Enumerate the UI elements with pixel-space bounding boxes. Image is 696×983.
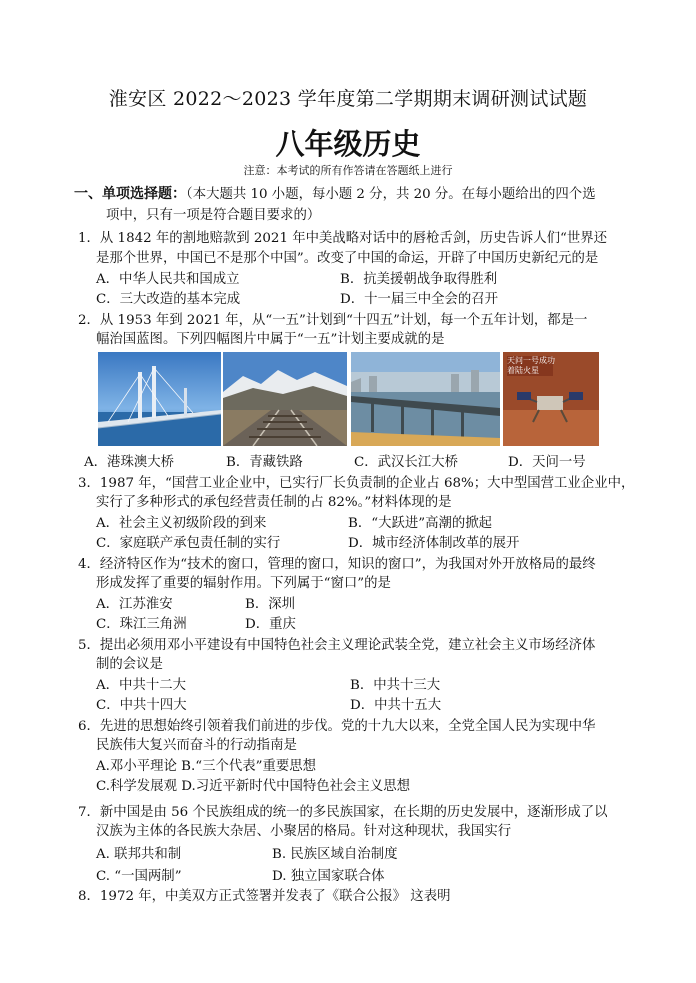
question-5-line-1: 5．提出必须用邓小平建设有中国特色社会主义理论武装全党，建立社会主义市场经济体 [78, 638, 596, 653]
question-4-line-2: 形成发挥了重要的辐射作用。下列属于“窗口”的是 [96, 576, 391, 591]
exam-notice: 注意：本考试的所有作答请在答题纸上进行 [243, 164, 453, 177]
question-4-option-d: D．重庆 [245, 617, 296, 632]
question-3-line-2: 实行了多种形式的承包经营责任制的占 82%。”材料体现的是 [96, 495, 452, 510]
image-qinghai-tibet-railway [223, 352, 347, 446]
subject-title: 八年级历史 [275, 127, 421, 161]
question-1-line-1: 1．从 1842 年的割地赔款到 2021 年中美战略对话中的唇枪舌剑，历史告诉人们“世界还 [78, 231, 608, 246]
question-1-option-a: A．中华人民共和国成立 [96, 272, 240, 287]
question-7-option-a: A. 联邦共和制 [96, 847, 182, 862]
question-7-line-1: 7．新中国是由 56 个民族组成的统一的多民族国家，在长期的历史发展中，逐渐形成了以 [78, 805, 608, 820]
question-6-option-ab: A.邓小平理论 B.“三个代表”重要思想 [96, 759, 317, 774]
image-tianwen-1 [503, 352, 599, 446]
question-4-option-b: B．深圳 [245, 597, 296, 612]
question-7-option-c: C. “一国两制” [96, 869, 182, 884]
question-4-option-a: A．江苏淮安 [96, 597, 173, 612]
question-7-option-b: B. 民族区域自治制度 [272, 847, 398, 862]
question-1-option-b: B．抗美援朝战争取得胜利 [340, 272, 498, 287]
question-3-option-d: D．城市经济体制改革的展开 [348, 536, 520, 551]
question-2-line-1: 2．从 1953 年到 2021 年，从“一五”计划到“十四五”计划，每一个五年计划，都是一 [78, 313, 588, 328]
question-1-option-c: C．三大改造的基本完成 [96, 292, 241, 307]
question-2-option-c: C．武汉长江大桥 [354, 455, 458, 470]
question-5-option-b: B．中共十三大 [350, 678, 441, 693]
question-5-option-d: D．中共十五大 [350, 698, 442, 713]
section-label: 一、单项选择题： [74, 186, 186, 202]
exam-title: 淮安区 2022～2023 学年度第二学期期末调研测试试题 [108, 88, 588, 110]
image-caption: 天问一号成功着陆火星 [507, 356, 555, 375]
image-wuhan-yangtze-river-bridge [351, 352, 500, 446]
question-5-option-a: A．中共十二大 [96, 678, 187, 693]
question-6-line-1: 6．先进的思想始终引领着我们前进的步伐。党的十九大以来，全党全国人民为实现中华 [78, 719, 596, 734]
question-7-option-d: D. 独立国家联合体 [272, 869, 385, 884]
question-3-option-a: A．社会主义初级阶段的到来 [96, 516, 267, 531]
question-2-option-d: D．天问一号 [508, 455, 586, 470]
question-2-line-2: 幅治国蓝图。下列四幅图片中属于“一五”计划主要成就的是 [96, 332, 445, 347]
section-desc-1: （本大题共 10 小题，每小题 2 分，共 20 分。在每小题给出的四个选 [186, 187, 596, 202]
question-2-option-a: A．港珠澳大桥 [84, 455, 175, 470]
question-1-option-d: D．十一届三中全会的召开 [340, 292, 499, 307]
question-4-option-c: C．珠江三角洲 [96, 617, 187, 632]
question-6-option-cd: C.科学发展观 D.习近平新时代中国特色社会主义思想 [96, 779, 410, 794]
section-heading [74, 185, 596, 204]
question-2-option-b: B．青藏铁路 [226, 455, 303, 470]
question-5-option-c: C．中共十四大 [96, 698, 187, 713]
question-4-line-1: 4．经济特区作为“技术的窗口，管理的窗口，知识的窗口”，为我国对外开放格局的最终 [78, 557, 596, 572]
question-6-line-2: 民族伟大复兴而奋斗的行动指南是 [96, 738, 297, 753]
image-hong-kong-zhuhai-macao-bridge [98, 352, 221, 446]
question-3-option-b: B．“大跃进”高潮的掀起 [348, 516, 493, 531]
section-desc-2: 项中，只有一项是符合题目要求的） [106, 208, 321, 223]
question-3-option-c: C．家庭联产承包责任制的实行 [96, 536, 281, 551]
question-5-line-2: 制的会议是 [96, 657, 163, 672]
question-8-line-1: 8．1972 年，中美双方正式签署并发表了《联合公报》 这表明 [78, 889, 451, 904]
question-7-line-2: 汉族为主体的各民族大杂居、小聚居的格局。针对这种现状，我国实行 [96, 824, 512, 839]
question-3-line-1: 3．1987 年，“国营工业企业中，已实行厂长负责制的企业占 68%；大中型国营工业企业中， [78, 476, 635, 491]
question-1-line-2: 是那个世界，中国已不是那个中国”。改变了中国的命运，开辟了中国历史新纪元的是 [96, 251, 599, 266]
